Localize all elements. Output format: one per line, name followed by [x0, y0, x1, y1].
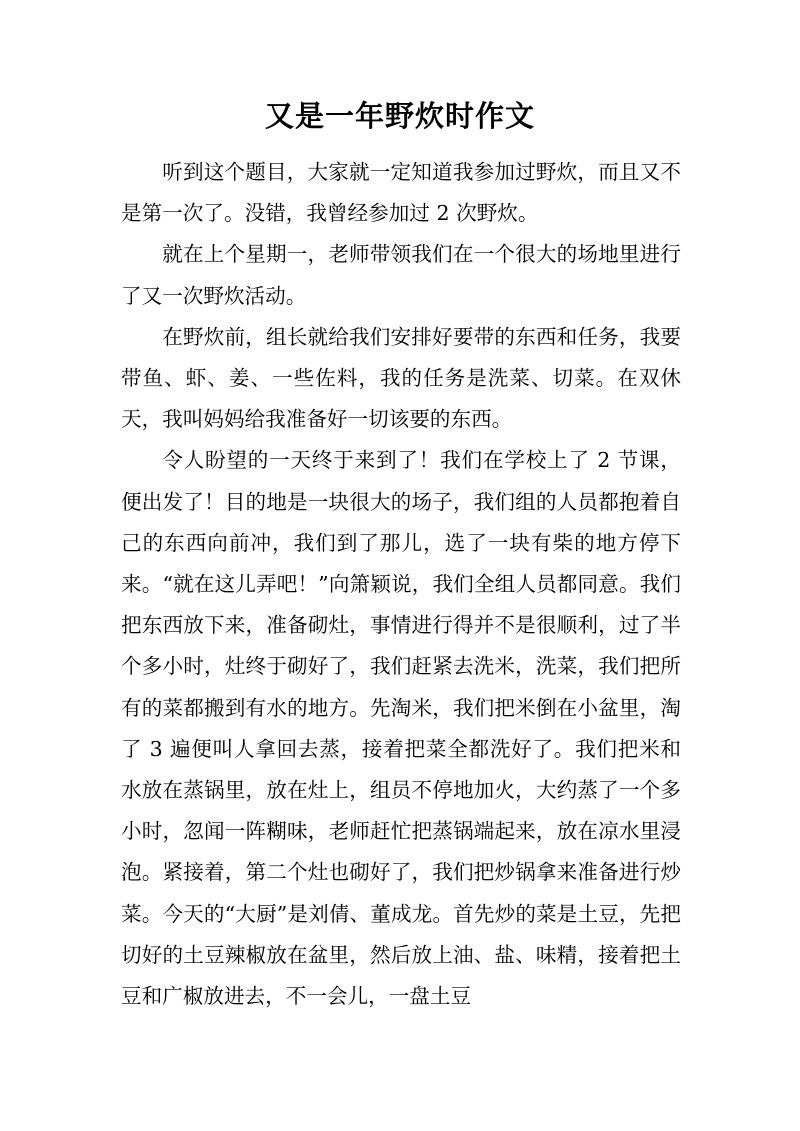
paragraph: 在野炊前，组长就给我们安排好要带的东西和任务，我要带鱼、虾、姜、一些佐料，我的任务是洗菜、切菜。在双休天，我叫妈妈给我准备好一切该要的东西。	[121, 324, 681, 432]
paragraph: 令人盼望的一天终于来到了！我们在学校上了 2 节课，便出发了！目的地是一块很大的场子，我们组的人员都抱着自己的东西向前冲，我们到了那儿，选了一块有柴的地方停下来。“就在这儿弄吧！”向箫颖说，我们全组人员都同意。我们把东西放下来，准备砌灶，事情进行得并不是很顺利，过了半个多小时，灶终于砌好了，我们赶紧去洗米，洗菜，我们把所有的菜都搬到有水的地方。先淘米，我们把米倒在小盆里，淘了 3 遍便叫人拿回去蒸，接着把菜全都洗好了。我们把米和水放在蒸锅里，放在灶上，组员不停地加火，大约蒸了一个多小时，忽闻一阵糊味，老师赶忙把蒸锅端起来，放在凉水里浸泡。紧接着，第二个灶也砌好了，我们把炒锅拿来准备进行炒菜。今天的“大厨”是刘倩、董成龙。首先炒的菜是土豆，先把切好的土豆辣椒放在盆里，然后放上油、盐、味精，接着把土豆和广椒放进去，不一会儿，一盘土豆	[121, 448, 681, 1009]
document-body	[121, 152, 681, 1017]
paragraph: 就在上个星期一，老师带领我们在一个很大的场地里进行了又一次野炊活动。	[121, 242, 681, 308]
paragraph: 听到这个题目，大家就一定知道我参加过野炊，而且又不是第一次了。没错，我曾经参加过 2 次野炊。	[121, 160, 681, 226]
document-title: 又是一年野炊时作文	[264, 99, 535, 133]
